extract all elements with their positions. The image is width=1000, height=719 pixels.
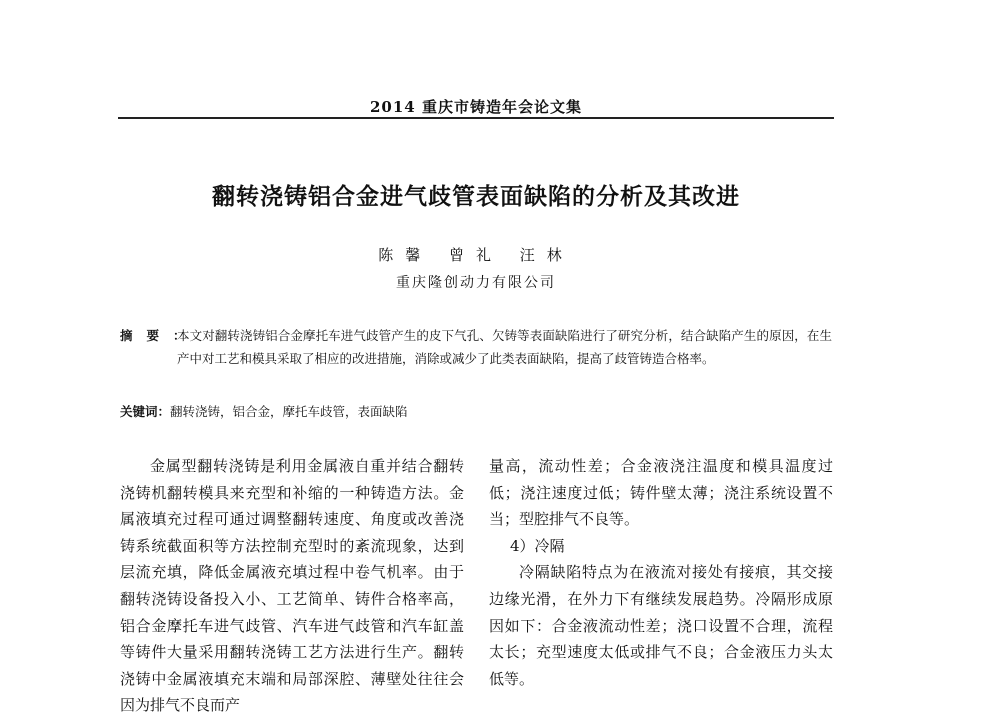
body-paragraph: 冷隔缺陷特点为在液流对接处有接痕，其交接边缘光滑，在外力下有继续发展趋势。冷隔形成原因如下：合金液流动性差；浇口设置不合理，流程太长；充型速度太低或排气不良；合金液压力头太低等。 (489, 563, 833, 688)
keywords-text: 翻转浇铸，铝合金，摩托车歧管，表面缺陷 (170, 404, 408, 419)
body-paragraph-continuation: 量高，流动性差；合金液浇注温度和模具温度过低；浇注速度过低；铸件壁太薄；浇注系统设置不当；型腔排气不良等。 (489, 457, 833, 529)
header-rule (118, 117, 834, 119)
keywords-label: 关键词： (120, 404, 171, 419)
affiliation: 重庆隆创动力有限公司 (396, 275, 556, 291)
body-paragraph: 金属型翻转浇铸是利用金属液自重并结合翻转浇铸机翻转模具来充型和补缩的一种铸造方法。金属液填充过程可通过调整翻转速度、角度或改善浇铸系统截面积等方法控制充型时的紊流现象，达到层流充填，降低金属液充填过程中卷气机率。由于翻转浇铸设备投入小、工艺简单、铸件合格率高，铝合金摩托车进气歧管、汽车进气歧管和汽车缸盖等铸件大量采用翻转浇铸工艺方法进行生产。翻转浇铸中金属液填充末端和局部深腔、薄壁处往往会因为排气不良而产 (120, 457, 464, 715)
abstract-label: 摘要： (120, 328, 200, 343)
body-right-column (489, 453, 833, 692)
abstract-text: 本文对翻转浇铸铝合金摩托车进气歧管产生的皮下气孔、欠铸等表面缺陷进行了研究分析，结合缺陷产生的原因，在生产中对工艺和模具采取了相应的改进措施，消除或减少了此类表面缺陷，提高了歧管铸造合格率。 (177, 328, 832, 366)
abstract (120, 324, 832, 370)
section-heading: 4）冷隔 (510, 536, 565, 555)
body-left-column (120, 453, 464, 719)
paper-title: 翻转浇铸铝合金进气歧管表面缺陷的分析及其改进 (212, 183, 740, 210)
running-header: 2014 重庆市铸造年会论文集 (370, 98, 582, 116)
keywords (120, 400, 832, 423)
authors: 陈馨 曾礼 汪林 (378, 246, 574, 264)
